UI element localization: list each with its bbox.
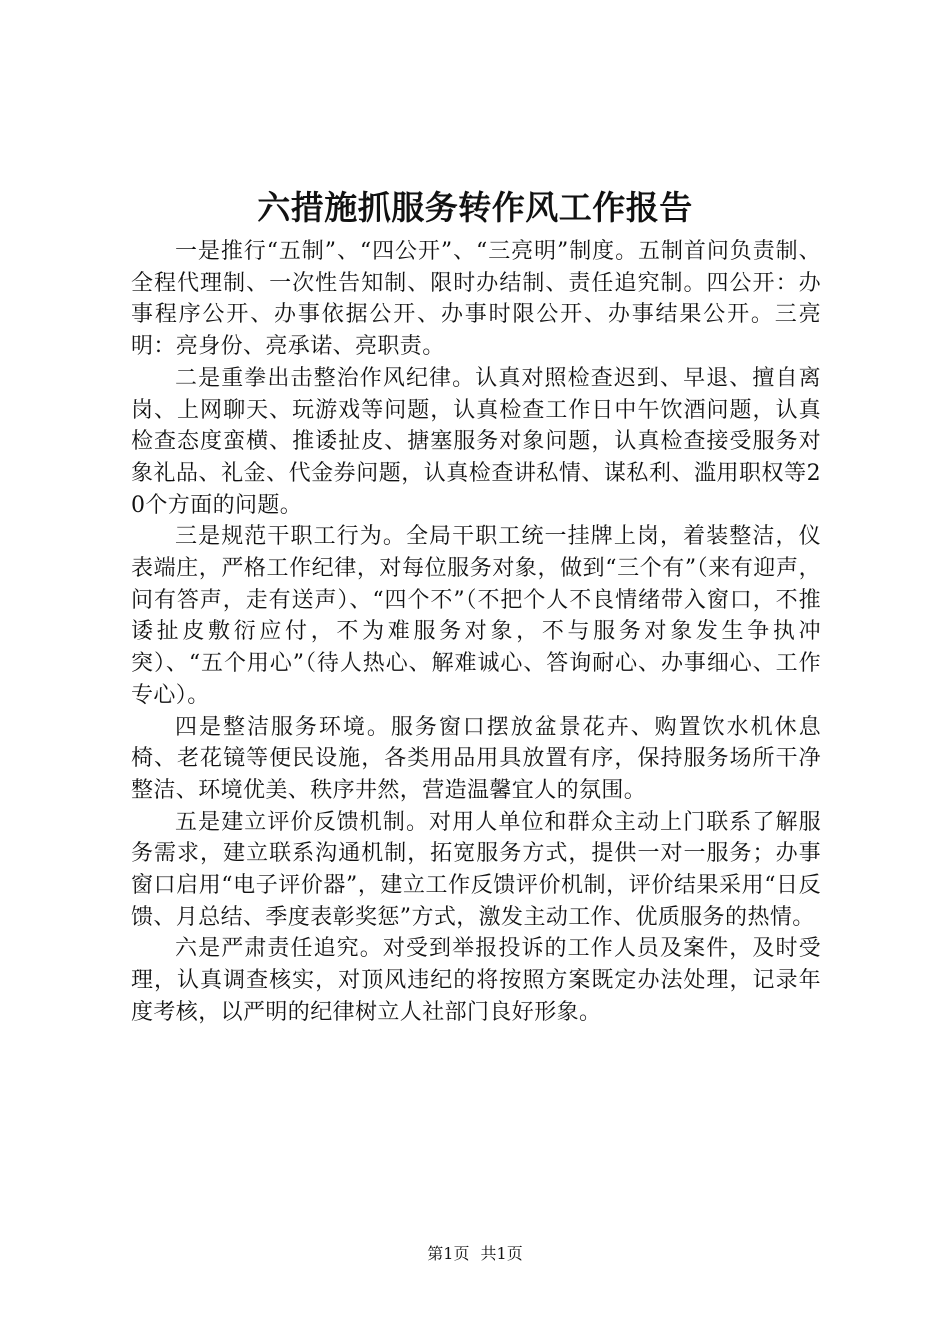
paragraph-4: 四是整洁服务环境。服务窗口摆放盆景花卉、购置饮水机休息椅、老花镜等便民设施，各类用品用具放置有序，保持服务场所干净整洁、环境优美、秩序井然，营造温馨宜人的氛围。 <box>131 714 821 803</box>
paragraph-6: 六是严肃责任追究。对受到举报投诉的工作人员及案件，及时受理，认真调查核实，对顶风违纪的将按照方案既定办法处理，记录年度考核，以严明的纪律树立人社部门良好形象。 <box>131 936 821 1025</box>
paragraph-2: 二是重拳出击整治作风纪律。认真对照检查迟到、早退、擅自离岗、上网聊天、玩游戏等问题，认真检查工作日中午饮酒问题，认真检查态度蛮横、推诿扯皮、搪塞服务对象问题，认真检查接受服务对象礼品、礼金、代金券问题，认真检查讲私情、谋私利、滥用职权等20个方面的问题。 <box>131 365 821 518</box>
paragraph-5: 五是建立评价反馈机制。对用人单位和群众主动上门联系了解服务需求，建立联系沟通机制，拓宽服务方式，提供一对一服务；办事窗口启用“电子评价器”，建立工作反馈评价机制，评价结果采用“日反馈、月总结、季度表彰奖惩”方式，激发主动工作、优质服务的热情。 <box>131 809 821 930</box>
document-body <box>131 236 821 1029</box>
page-number-current: 第1页 <box>427 1244 470 1263</box>
paragraph-3: 三是规范干职工行为。全局干职工统一挂牌上岗，着装整洁，仪表端庄，严格工作纪律，对每位服务对象，做到“三个有”（来有迎声，问有答声，走有送声）、“四个不”（不把个人不良情绪带入窗口，不推诿扯皮敷衍应付，不为难服务对象，不与服务对象发生争执冲突）、“五个用心”（待人热心、解难诚心、答询耐心、办事细心、工作专心）。 <box>131 524 821 708</box>
page-number-total: 共1页 <box>480 1244 523 1263</box>
document-title: 六措施抓服务转作风工作报告 <box>257 188 693 227</box>
page-footer <box>0 1243 950 1265</box>
paragraph-1: 一是推行“五制”、“四公开”、“三亮明”制度。五制首问负责制、全程代理制、一次性告知制、限时办结制、责任追究制。四公开：办事程序公开、办事依据公开、办事时限公开、办事结果公开。三亮明：亮身份、亮承诺、亮职责。 <box>131 239 821 360</box>
